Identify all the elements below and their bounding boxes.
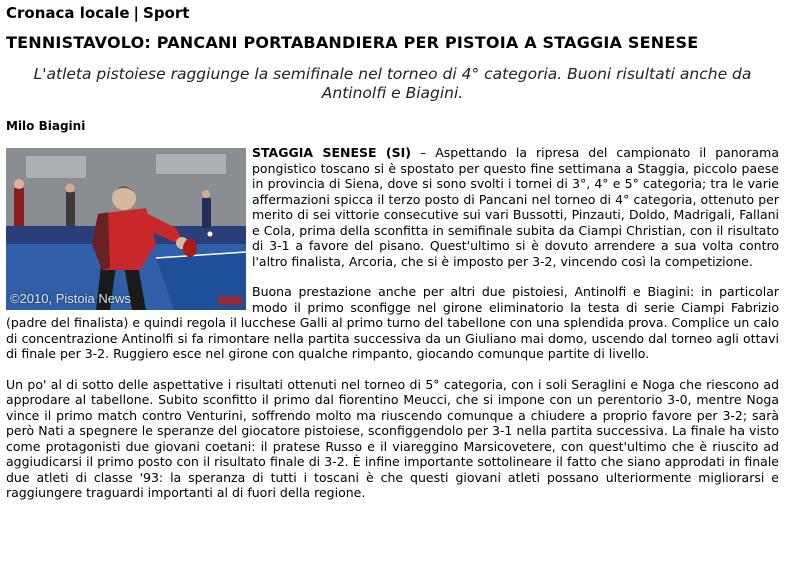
photo-bystander-head [202,190,210,198]
article-paragraph-1-text: – Aspettando la ripresa del campionato il panorama pongistico toscano si è spostato per questo fine settimana a Staggia, piccolo paese in provincia di Siena, dove si sono svolti i tornei di 3°, 4° e 5° categoria; tra le varie affermazioni spicca il terzo posto di Pancani nel torneo di 4° categoria, ottenuto per merito di sei vittorie consecutive sui vari Bussotti, Pinzauti, Doldo, Madrigali, Fallani e Cola, prima della sconfitta in semifinale subita da Ciampi Christian, con il risultato di 3-1 a favore del pisano. Quest'ultimo si è dovuto arrendere a sua volta contro l'altro finalista, Arcoria, che si è imposto per 3-2, vincendo così la competizione. [252,145,780,269]
photo-player-head [112,186,136,210]
photo-bystander [14,188,24,226]
article-dateline: STAGGIA SENESE (SI) [252,145,411,160]
photo-window [156,154,226,174]
section-separator: | [133,4,140,22]
section-breadcrumb [6,4,779,22]
photo-bystander [202,198,211,228]
article-body [6,145,779,501]
article-author: Milo Biagini [6,119,86,133]
photo-bystander-head [14,179,24,189]
photo-watermark-logo [218,296,242,305]
photo-bystander [66,192,75,226]
photo-credit: ©2010, Pistoia News [10,290,131,306]
photo-bystander-head [66,184,75,193]
article-paragraph-3: Un po' al di sotto delle aspettative i risultati ottenuti nel torneo di 5° categoria, con i soli Seraglini e Noga che riescono ad approdare al tabellone. Subito sconfitto il primo dal fiorentino Meucci, che si impone con un perentorio 3-0, mentre Noga vince il primo match contro Venturini, soffrendo molto ma riuscendo comunque a chiudere a proprio favore per 3-2; sarà però Nati a spegnere le speranze del giocatore pistoiese, sconfiggendolo per 3-1 nella partita successiva. La finale ha visto come protagonisti due giovani coetani: il pratese Russo e il viareggino Marsicovetere, con quest'ultimo che è riuscito ad aggiudicarsi il primo posto con il risultato finale di 3-2. È infine importante sottolineare il fatto che siano approdati in finale due atleti di classe '93: la speranza di tutti i toscani è che questi giovani atleti possano ulteriormente migliorarsi e raggiungere traguardi importanti al di fuori della regione. [6,376,779,500]
article-paragraph-2: Buona prestazione anche per altri due pistoiesi, Antinolfi e Biagini: in particolar modo il primo sconfigge nel girone eliminatorio la testa di serie Ciampi Fabrizio (padre del finalista) e quindi regola il lucchese Galli al primo turno del tabellone con una splendida prova. Complice un calo di concentrazione Antinolfi si fa rimontare nella partita successiva da un Giuliano mai domo, uscendo dal torneo agli ottavi di finale per 3-2. Ruggiero esce nel girone con qualche rimpanto, giocando comunque partite di livello. [6,284,779,361]
section-link-sport[interactable]: Sport [143,4,190,22]
article-headline: TENNISTAVOLO: PANCANI PORTABANDIERA PER PISTOIA A STAGGIA SENESE [6,33,699,52]
article-page [6,4,779,501]
table-tennis-player-image [6,148,246,310]
article-photo[interactable] [6,148,246,310]
photo-paddle [183,239,197,257]
photo-window [26,156,86,178]
photo-ball [208,232,213,237]
section-link-cronaca-locale[interactable]: Cronaca locale [6,4,130,22]
article-subtitle: L'atleta pistoiese raggiunge la semifinale nel torneo di 4° categoria. Buoni risultati anche da Antinolfi e Biagini. [33,65,752,102]
